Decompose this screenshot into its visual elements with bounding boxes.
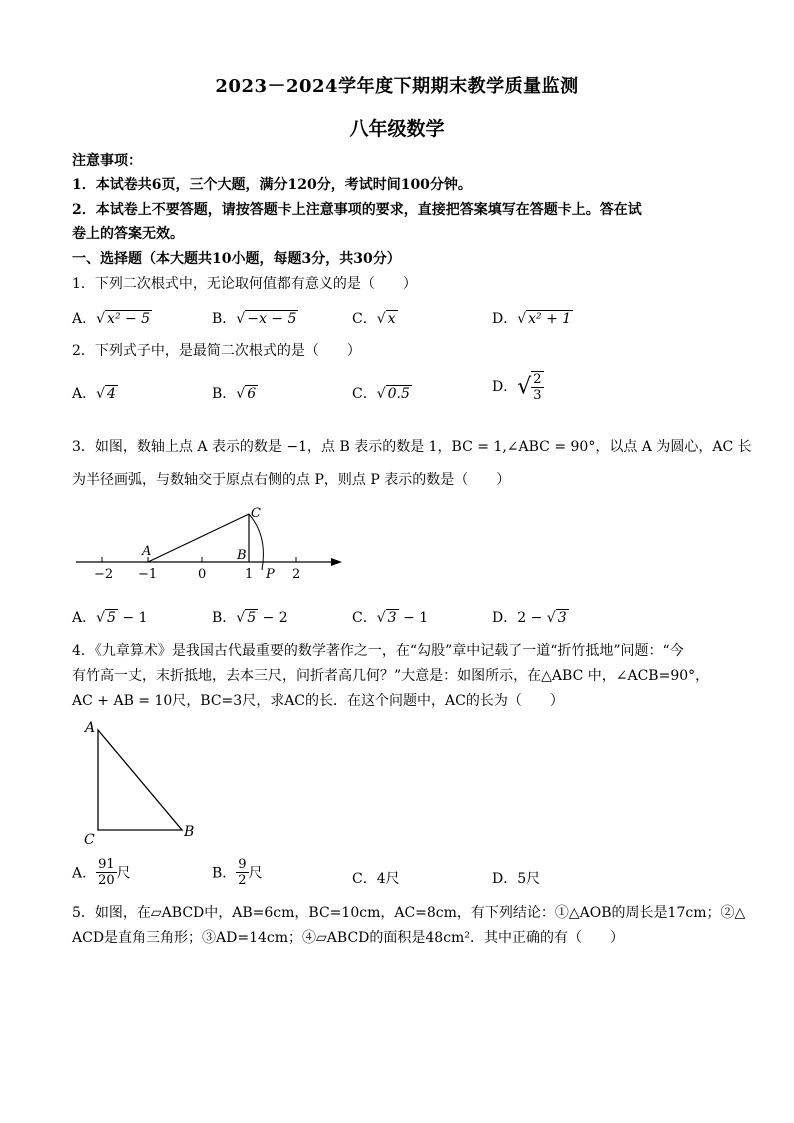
- q3-option-c: C．√ 3 − 1: [352, 610, 429, 626]
- q4-option-d: D．5尺: [492, 871, 541, 887]
- notes-heading: 注意事项：: [72, 153, 142, 169]
- tick-label-1: 1: [245, 567, 254, 582]
- q1-option-c: C．√ x: [352, 311, 396, 327]
- vertex-c-label: C: [84, 832, 95, 846]
- q3-number-line-figure: [72, 500, 352, 585]
- exam-title: 2023－2024学年度下期期末教学质量监测: [215, 76, 579, 97]
- point-b-label: B: [237, 548, 247, 563]
- point-a-label: A: [142, 544, 152, 559]
- q3-stem-1: 3．如图，数轴上点 A 表示的数是 −1，点 B 表示的数是 1，BC = 1,∠ABC = 90°，以点 A 为圆心，AC 长: [72, 439, 752, 455]
- q4-stem-2: 有竹高一丈，末折抵地，去本三尺，问折者高几何？”大意是：如图所示，在△ABC 中，∠ACB=90°，: [72, 668, 710, 684]
- note-1: 1．本试卷共6页，三个大题，满分120分，考试时间100分钟。: [72, 177, 472, 193]
- tick-label-neg1: −1: [138, 567, 158, 582]
- note-2b: 卷上的答案无效。: [72, 226, 184, 242]
- q2-option-a: A．√ 4: [72, 386, 116, 402]
- q1-option-a: A．√ x² − 5: [72, 311, 151, 327]
- q2-option-c: C．√ 0.5: [352, 386, 410, 402]
- q4-triangle-figure: [80, 716, 210, 846]
- vertex-b-label: B: [184, 824, 195, 840]
- q3-stem-2: 为半径画弧，与数轴交于原点右侧的点 P，则点 P 表示的数是（ ）: [72, 472, 511, 488]
- q3-option-b: B．√ 5 − 2: [212, 610, 288, 626]
- q4-stem-3: AC + AB = 10尺，BC=3尺，求AC的长．在这个问题中，AC的长为（ ）: [72, 693, 564, 709]
- triangle-abc: [98, 730, 182, 830]
- point-c-label: C: [251, 506, 261, 521]
- q3-option-a: A．√ 5 − 1: [72, 610, 148, 626]
- number-line-arrow: [331, 558, 342, 566]
- tick-label-2: 2: [292, 567, 301, 582]
- q1-option-b: B．√ −x − 5: [212, 311, 297, 327]
- note-2a: 2．本试卷上不要答题，请按答题卡上注意事项的要求，直接把答案填写在答题卡上。答在试: [72, 202, 642, 218]
- q3-option-d: D．2 − √ 3: [492, 610, 567, 626]
- q4-option-c: C．4尺: [352, 871, 400, 887]
- q5-stem-2: ACD是直角三角形；③AD=14cm；④▱ABCD的面积是48cm²．其中正确的有（ ）: [72, 930, 624, 946]
- q2-option-d: D．√ $\frac{2}{3}$: [492, 372, 542, 403]
- segment-ac: [148, 514, 249, 562]
- q5-stem-1: 5．如图，在▱ABCD中，AB=6cm，BC=10cm，AC=8cm，有下列结论：①△AOB的周长是17cm；②△: [72, 905, 746, 921]
- q4-option-b: B． $\frac{9}{2}$ 尺: [212, 857, 263, 888]
- exam-subtitle: 八年级数学: [349, 118, 445, 140]
- q2-stem: 2．下列式子中，是最简二次根式的是（ ）: [72, 343, 361, 359]
- q1-stem: 1．下列二次根式中，无论取何值都有意义的是（ ）: [72, 276, 417, 292]
- q1-option-d: D．√ x² + 1: [492, 311, 572, 327]
- q4-stem-1: 4．《九章算术》是我国古代最重要的数学著作之一，在“勾股”章中记载了一道“折竹抵地”问题：“今: [72, 643, 684, 659]
- tick-label-0: 0: [198, 567, 207, 582]
- q2-option-b: B．√ 6: [212, 386, 257, 402]
- tick-label-neg2: −2: [94, 567, 114, 582]
- q4-option-a: A． $\frac{91}{20}$ 尺: [72, 857, 131, 888]
- point-p-label: P: [266, 567, 275, 582]
- section-heading: 一、选择题（本大题共10小题，每题3分，共30分）: [72, 251, 401, 267]
- vertex-a-label: A: [85, 720, 96, 736]
